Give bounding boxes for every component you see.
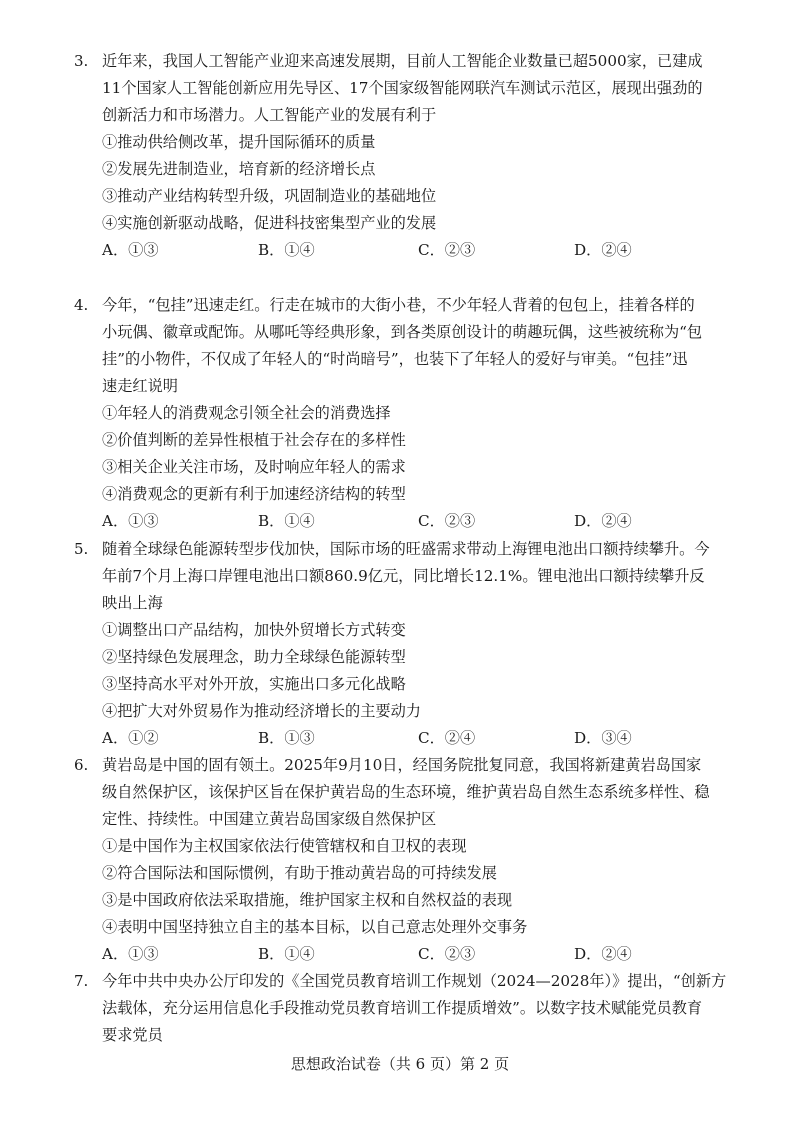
choice-c: C．②③ — [418, 945, 476, 963]
choice-b: B．①④ — [258, 241, 315, 259]
question-body — [102, 292, 734, 535]
question-stem-line: 速走红说明 — [102, 377, 178, 395]
statement-option-2: ②符合国际法和国际惯例，有助于推动黄岩岛的可持续发展 — [102, 864, 497, 882]
statement-option-3: ③是中国政府依法采取措施，维护国家主权和自然权益的表现 — [102, 891, 513, 909]
question-number: 4. — [74, 296, 89, 314]
question-stem-line: 创新活力和市场潜力。人工智能产业的发展有利于 — [102, 106, 437, 124]
question-3 — [74, 48, 734, 264]
choice-b: B．①③ — [258, 729, 315, 747]
statement-option-2: ②价值判断的差异性根植于社会存在的多样性 — [102, 431, 406, 449]
question-body — [102, 752, 734, 968]
question-stem-line: 近年来，我国人工智能产业迎来高速发展期，目前人工智能企业数量已超5000家，已建成 — [102, 52, 703, 70]
question-stem-line: 映出上海 — [102, 594, 163, 612]
statement-option-1: ①是中国作为主权国家依法行使管辖权和自卫权的表现 — [102, 837, 467, 855]
answer-choices — [102, 508, 734, 535]
question-stem-line: 级自然保护区，该保护区旨在保护黄岩岛的生态环境，维护黄岩岛自然生态系统多样性、稳 — [102, 783, 710, 801]
answer-choices — [102, 237, 734, 264]
question-body — [102, 968, 734, 1049]
question-stem-line: 今年中共中央办公厅印发的《全国党员教育培训工作规划（2024—2028年）》提出，“创新方 — [102, 972, 727, 990]
question-6 — [74, 752, 734, 968]
question-4 — [74, 292, 734, 535]
choice-c: C．②③ — [418, 241, 476, 259]
choice-d: D．③④ — [574, 729, 632, 747]
statement-option-2: ②坚持绿色发展理念，助力全球绿色能源转型 — [102, 648, 406, 666]
question-stem-line: 黄岩岛是中国的固有领土。2025年9月10日，经国务院批复同意，我国将新建黄岩岛国家 — [102, 756, 702, 774]
question-number: 5. — [74, 540, 89, 558]
question-stem-line: 11个国家人工智能创新应用先导区、17个国家级智能网联汽车测试示范区，展现出强劲的 — [102, 79, 703, 97]
statement-option-1: ①调整出口产品结构，加快外贸增长方式转变 — [102, 621, 406, 639]
choice-a: A．①③ — [102, 512, 159, 530]
statement-option-1: ①年轻人的消费观念引领全社会的消费选择 — [102, 404, 391, 422]
question-stem-line: 法载体，充分运用信息化手段推动党员教育培训工作提质增效”。以数字技术赋能党员教育 — [102, 999, 703, 1017]
statement-option-3: ③坚持高水平对外开放，实施出口多元化战略 — [102, 675, 406, 693]
question-body — [102, 536, 734, 752]
question-7 — [74, 968, 734, 1049]
question-number: 3. — [74, 52, 89, 70]
choice-a: A．①③ — [102, 241, 159, 259]
statement-option-3: ③相关企业关注市场，及时响应年轻人的需求 — [102, 458, 406, 476]
statement-option-2: ②发展先进制造业，培育新的经济增长点 — [102, 160, 376, 178]
question-number: 7. — [74, 972, 89, 990]
question-stem-line: 随着全球绿色能源转型步伐加快，国际市场的旺盛需求带动上海锂电池出口额持续攀升。今 — [102, 540, 710, 558]
answer-choices — [102, 725, 734, 752]
statement-option-4: ④表明中国坚持独立自主的基本目标，以自己意志处理外交事务 — [102, 918, 528, 936]
statement-option-4: ④消费观念的更新有利于加速经济结构的转型 — [102, 485, 406, 503]
question-stem-line: 年前7个月上海口岸锂电池出口额860.9亿元，同比增长12.1%。锂电池出口额持续攀升反 — [102, 567, 705, 585]
statement-option-4: ④实施创新驱动战略，促进科技密集型产业的发展 — [102, 214, 437, 232]
question-stem-line: 挂”的小物件，不仅成了年轻人的“时尚暗号”，也装下了年轻人的爱好与审美。“包挂”迅 — [102, 350, 688, 368]
choice-a: A．①② — [102, 729, 159, 747]
question-stem-line: 小玩偶、徽章或配饰。从哪吒等经典形象，到各类原创设计的萌趣玩偶，这些被统称为“包 — [102, 323, 703, 341]
choice-d: D．②④ — [574, 512, 632, 530]
statement-option-4: ④把扩大对外贸易作为推动经济增长的主要动力 — [102, 702, 421, 720]
statement-option-3: ③推动产业结构转型升级，巩固制造业的基础地位 — [102, 187, 437, 205]
choice-d: D．②④ — [574, 945, 632, 963]
choice-d: D．②④ — [574, 241, 632, 259]
question-5 — [74, 536, 734, 752]
statement-option-1: ①推动供给侧改革，提升国际循环的质量 — [102, 133, 376, 151]
choice-c: C．②③ — [418, 512, 476, 530]
question-body — [102, 48, 734, 264]
question-number: 6. — [74, 756, 89, 774]
question-stem-line: 要求党员 — [102, 1026, 163, 1044]
question-stem-line: 今年，“包挂”迅速走红。行走在城市的大街小巷，不少年轻人背着的包包上，挂着各样的 — [102, 296, 695, 314]
question-stem-line: 定性、持续性。中国建立黄岩岛国家级自然保护区 — [102, 810, 437, 828]
choice-b: B．①④ — [258, 512, 315, 530]
choice-a: A．①③ — [102, 945, 159, 963]
choice-c: C．②④ — [418, 729, 476, 747]
choice-b: B．①④ — [258, 945, 315, 963]
page-footer: 思想政治试卷（共 6 页）第 2 页 — [290, 1055, 510, 1073]
answer-choices — [102, 941, 734, 968]
